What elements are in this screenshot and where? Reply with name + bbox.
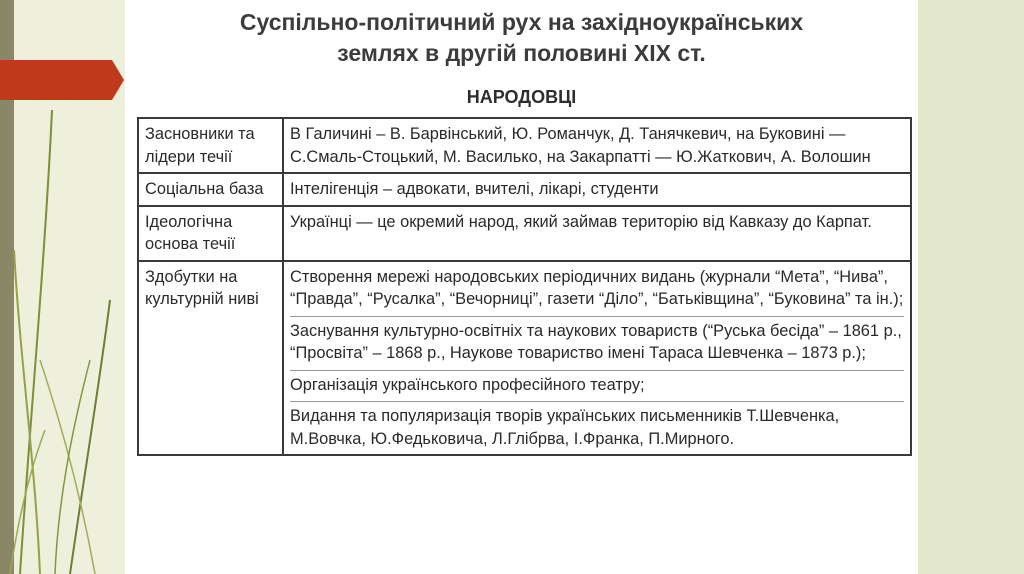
slide <box>125 0 918 574</box>
row-content <box>283 173 911 206</box>
row-label: Засновники та лідери течії <box>138 118 283 173</box>
table-row <box>138 118 911 173</box>
row-label: Соціальна база <box>138 173 283 206</box>
row-content <box>283 206 911 261</box>
right-decor-band <box>918 0 1024 574</box>
row-paragraph: Українці — це окремий народ, який займав територію від Кавказу до Карпат. <box>290 212 872 231</box>
slide-title-line-1: Суспільно-політичний рух на західноукраїнських <box>239 9 804 35</box>
table-row <box>138 261 911 456</box>
slide-subtitle: НАРОДОВЦІ <box>466 87 577 107</box>
row-label: Ідеологічна основа течії <box>138 206 283 261</box>
row-paragraph: Заснування культурно-освітніх та наукових товариств (“Руська бесіда” – 1861 р., “Просвіта” – 1868 р., Наукове товариство імені Тараса Шевченка – 1873 р.); <box>290 316 904 365</box>
row-content <box>283 261 911 456</box>
table-row <box>138 173 911 206</box>
row-label: Здобутки на культурній ниві <box>138 261 283 456</box>
row-paragraph: В Галичині – В. Барвінський, Ю. Романчук, Д. Танячкевич, на Буковині — С.Смаль-Стоцький, М. Василько, на Закарпатті — Ю.Жаткович, А. Волошин <box>290 125 871 166</box>
row-paragraph: Видання та популяризація творів українських письменників Т.Шевченка, М.Вовчка, Ю.Федьковича, Л.Глібрва, І.Франка, П.Мирного. <box>290 401 904 450</box>
row-paragraph: Організація українського професійного театру; <box>290 370 904 397</box>
row-paragraph: Створення мережі народовських періодичних видань (журнали “Мета”, “Нива”, “Правда”, “Русалка”, “Вечорниці”, газети “Діло”, “Батьківщина”, “Буковина” та ін.); <box>290 267 904 308</box>
row-content <box>283 118 911 173</box>
row-paragraph: Інтелігенція – адвокати, вчителі, лікарі, студенти <box>290 180 659 198</box>
info-table <box>137 117 912 456</box>
slide-title-line-2: землях в другій половині ХІХ ст. <box>337 40 706 66</box>
table-row <box>138 206 911 261</box>
red-accent-tab <box>0 60 124 100</box>
